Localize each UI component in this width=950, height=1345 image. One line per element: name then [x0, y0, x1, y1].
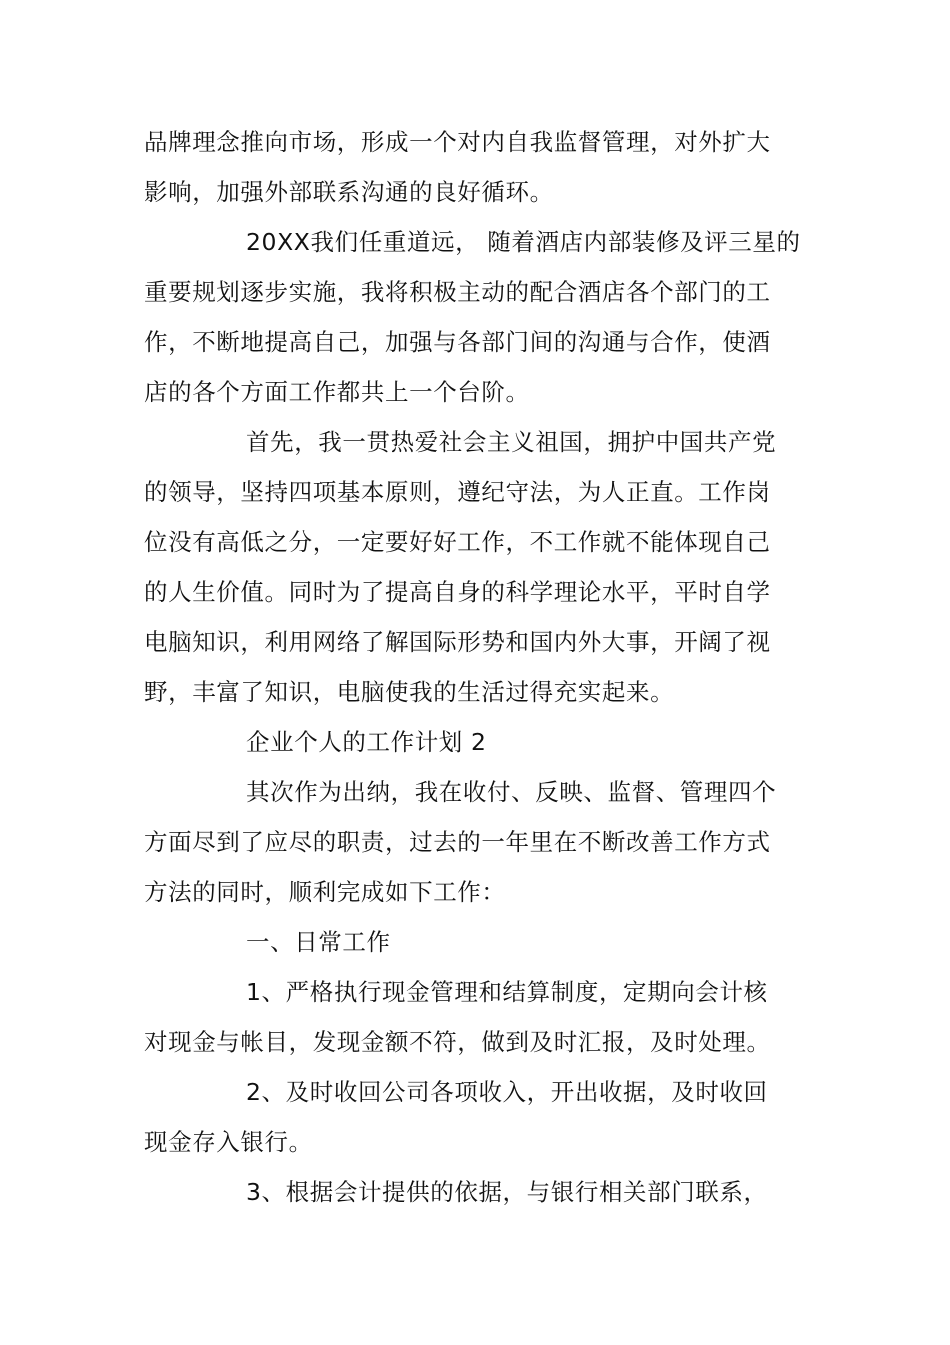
text-line: 店的各个方面工作都共上一个台阶。: [144, 378, 530, 406]
text-line: 首先，我一贯热爱社会主义祖国，拥护中国共产党: [246, 428, 777, 456]
list-item: 2、及时收回公司各项收入，开出收据，及时收回: [246, 1078, 768, 1106]
list-item: 3、根据会计提供的依据，与银行相关部门联系，: [246, 1178, 768, 1206]
text-line: 野，丰富了知识，电脑使我的生活过得充实起来。: [144, 678, 675, 706]
text-line: 对现金与帐目，发现金额不符，做到及时汇报，及时处理。: [144, 1028, 771, 1056]
text-line: 方面尽到了应尽的职责，过去的一年里在不断改善工作方式: [144, 828, 771, 856]
list-heading: 一、日常工作: [246, 928, 391, 956]
text-line: 20XX我们任重道远， 随着酒店内部装修及评三星的: [246, 228, 801, 256]
text-line: 方法的同时，顺利完成如下工作：: [144, 878, 506, 906]
text-line: 其次作为出纳，我在收付、反映、监督、管理四个: [246, 778, 777, 806]
text-line: 重要规划逐步实施，我将积极主动的配合酒店各个部门的工: [144, 278, 771, 306]
text-line: 影响，加强外部联系沟通的良好循环。: [144, 178, 554, 206]
section-heading: 企业个人的工作计划 2: [246, 728, 487, 756]
text-line: 的人生价值。同时为了提高自身的科学理论水平，平时自学: [144, 578, 771, 606]
text-line: 现金存入银行。: [144, 1128, 313, 1156]
text-line: 作，不断地提高自己，加强与各部门间的沟通与合作，使酒: [144, 328, 771, 356]
text-line: 电脑知识，利用网络了解国际形势和国内外大事，开阔了视: [144, 628, 771, 656]
list-item: 1、严格执行现金管理和结算制度，定期向会计核: [246, 978, 768, 1006]
text-line: 品牌理念推向市场，形成一个对内自我监督管理，对外扩大: [144, 128, 771, 156]
text-line: 位没有高低之分，一定要好好工作，不工作就不能体现自己: [144, 528, 771, 556]
text-line: 的领导，坚持四项基本原则，遵纪守法，为人正直。工作岗: [144, 478, 771, 506]
